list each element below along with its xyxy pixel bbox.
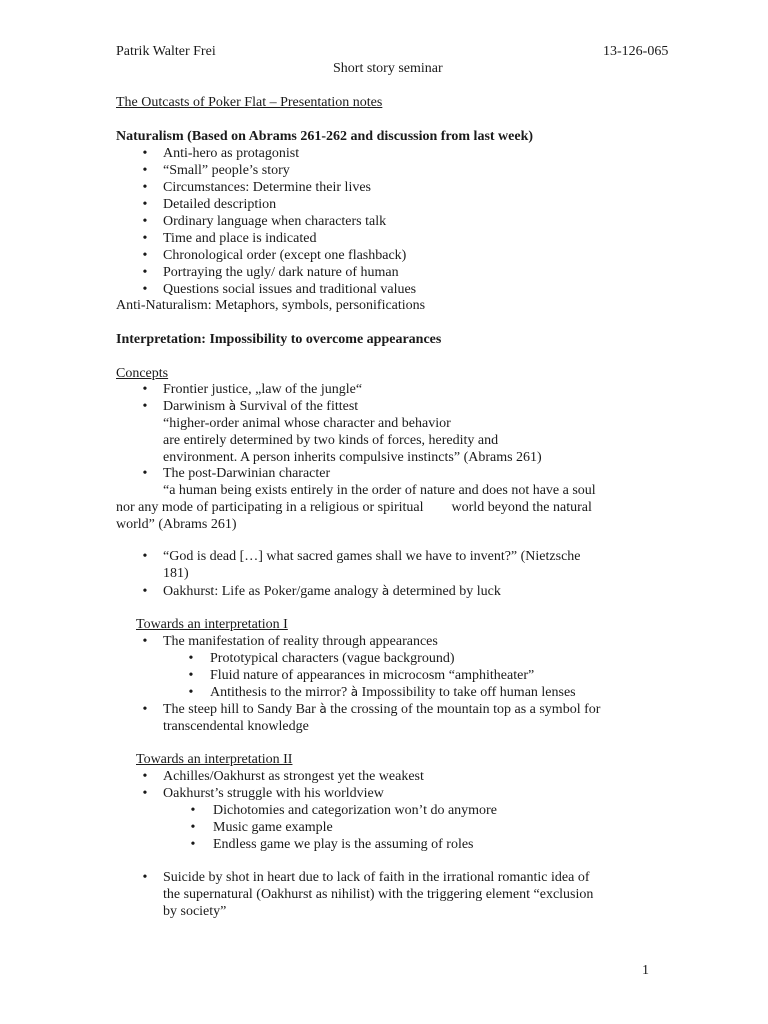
bullet: • — [142, 282, 148, 297]
arrow-icon: à — [381, 584, 390, 598]
list-item-text: the crossing of the mountain top as a symbol for — [330, 702, 601, 717]
sub-list-item: Prototypical characters (vague background) — [210, 651, 455, 666]
list-item: Questions social issues and traditional values — [163, 282, 417, 297]
bullet: • — [142, 634, 148, 649]
quote-line: “a human being exists entirely in the order of nature and does not have a soul — [163, 483, 596, 498]
sub-list-item: Music game example — [213, 820, 333, 835]
list-item-text: Antithesis to the mirror? — [210, 685, 348, 700]
towards-1-heading: Towards an interpretation I — [136, 617, 288, 632]
list-item: Chronological order (except one flashback) — [163, 248, 407, 263]
list-item-continuation: transcendental knowledge — [163, 719, 309, 734]
list-item-text: The steep hill to Sandy Bar — [163, 702, 316, 717]
author-name: Patrik Walter Frei — [116, 44, 216, 59]
list-item: Portraying the ugly/ dark nature of human — [163, 265, 399, 280]
quote-line: nor any mode of participating in a religious or spiritual world beyond the natural — [116, 500, 592, 515]
bullet: • — [142, 382, 148, 397]
bullet: • — [142, 769, 148, 784]
course-name: Short story seminar — [333, 61, 443, 76]
quote-line: world” (Abrams 261) — [116, 517, 237, 532]
sub-list-item: Fluid nature of appearances in microcosm “amphitheater” — [210, 668, 535, 683]
document-title: The Outcasts of Poker Flat – Presentation notes — [116, 95, 383, 110]
arrow-icon: à — [228, 399, 237, 413]
list-item: Time and place is indicated — [163, 231, 317, 246]
bullet: • — [142, 702, 148, 717]
bullet: • — [142, 231, 148, 246]
concepts-heading: Concepts — [116, 366, 169, 381]
bullet: • — [142, 786, 148, 801]
list-item: Achilles/Oakhurst as strongest yet the weakest — [163, 769, 424, 784]
list-item-continuation: the supernatural (Oakhurst as nihilist) with the triggering element “exclusion — [163, 887, 594, 902]
sub-list-item: Dichotomies and categorization won’t do anymore — [213, 803, 497, 818]
list-item: Oakhurst’s struggle with his worldview — [163, 786, 384, 801]
anti-naturalism-line: Anti-Naturalism: Metaphors, symbols, personifications — [116, 298, 426, 313]
student-id: 13-126-065 — [603, 44, 669, 59]
arrow-icon: à — [350, 685, 359, 699]
sub-bullet: • — [190, 803, 196, 818]
bullet: • — [142, 399, 148, 414]
bullet: • — [142, 146, 148, 161]
list-item: Frontier justice, „law of the jungle“ — [163, 382, 363, 397]
list-item: The manifestation of reality through appearances — [163, 634, 438, 649]
sub-bullet: • — [188, 651, 194, 666]
list-item-text: Oakhurst: Life as Poker/game analogy — [163, 584, 379, 599]
list-item-text: Impossibility to take off human lenses — [361, 685, 576, 700]
list-item-text: Darwinism — [163, 399, 226, 414]
list-item — [163, 398, 358, 415]
quote-line: environment. A person inherits compulsive instincts” (Abrams 261) — [163, 450, 542, 465]
sub-bullet: • — [190, 837, 196, 852]
list-item: Detailed description — [163, 197, 277, 212]
bullet: • — [142, 549, 148, 564]
towards-2-heading: Towards an interpretation II — [136, 752, 293, 767]
bullet: • — [142, 180, 148, 195]
sub-bullet: • — [188, 685, 194, 700]
sub-list-item — [210, 684, 576, 701]
bullet: • — [142, 197, 148, 212]
arrow-icon: à — [319, 702, 327, 716]
list-item-text: Survival of the fittest — [239, 399, 359, 414]
bullet: • — [142, 163, 148, 178]
quote-line: “higher-order animal whose character and behavior — [163, 416, 451, 431]
bullet: • — [142, 870, 148, 885]
list-item: Circumstances: Determine their lives — [163, 180, 371, 195]
quote-line: are entirely determined by two kinds of forces, heredity and — [163, 433, 499, 448]
sub-bullet: • — [190, 820, 196, 835]
list-item — [163, 583, 501, 600]
list-item-continuation: 181) — [163, 566, 189, 581]
sub-bullet: • — [188, 668, 194, 683]
bullet: • — [142, 214, 148, 229]
bullet: • — [142, 248, 148, 263]
bullet: • — [142, 265, 148, 280]
page-number: 1 — [642, 963, 649, 978]
naturalism-heading: Naturalism (Based on Abrams 261-262 and discussion from last week) — [116, 129, 534, 144]
bullet: • — [142, 584, 148, 599]
list-item: Suicide by shot in heart due to lack of faith in the irrational romantic idea of — [163, 870, 590, 885]
interpretation-heading: Interpretation: Impossibility to overcome appearances — [116, 332, 442, 347]
sub-list-item: Endless game we play is the assuming of roles — [213, 837, 474, 852]
list-item: “God is dead […] what sacred games shall we have to invent?” (Nietzsche — [163, 549, 581, 564]
list-item: Anti-hero as protagonist — [163, 146, 300, 161]
list-item-text: determined by luck — [392, 584, 501, 599]
list-item: The post-Darwinian character — [163, 466, 331, 481]
list-item: “Small” people’s story — [163, 163, 290, 178]
list-item — [163, 701, 600, 718]
bullet: • — [142, 466, 148, 481]
list-item: Ordinary language when characters talk — [163, 214, 387, 229]
list-item-continuation: by society” — [163, 904, 227, 919]
